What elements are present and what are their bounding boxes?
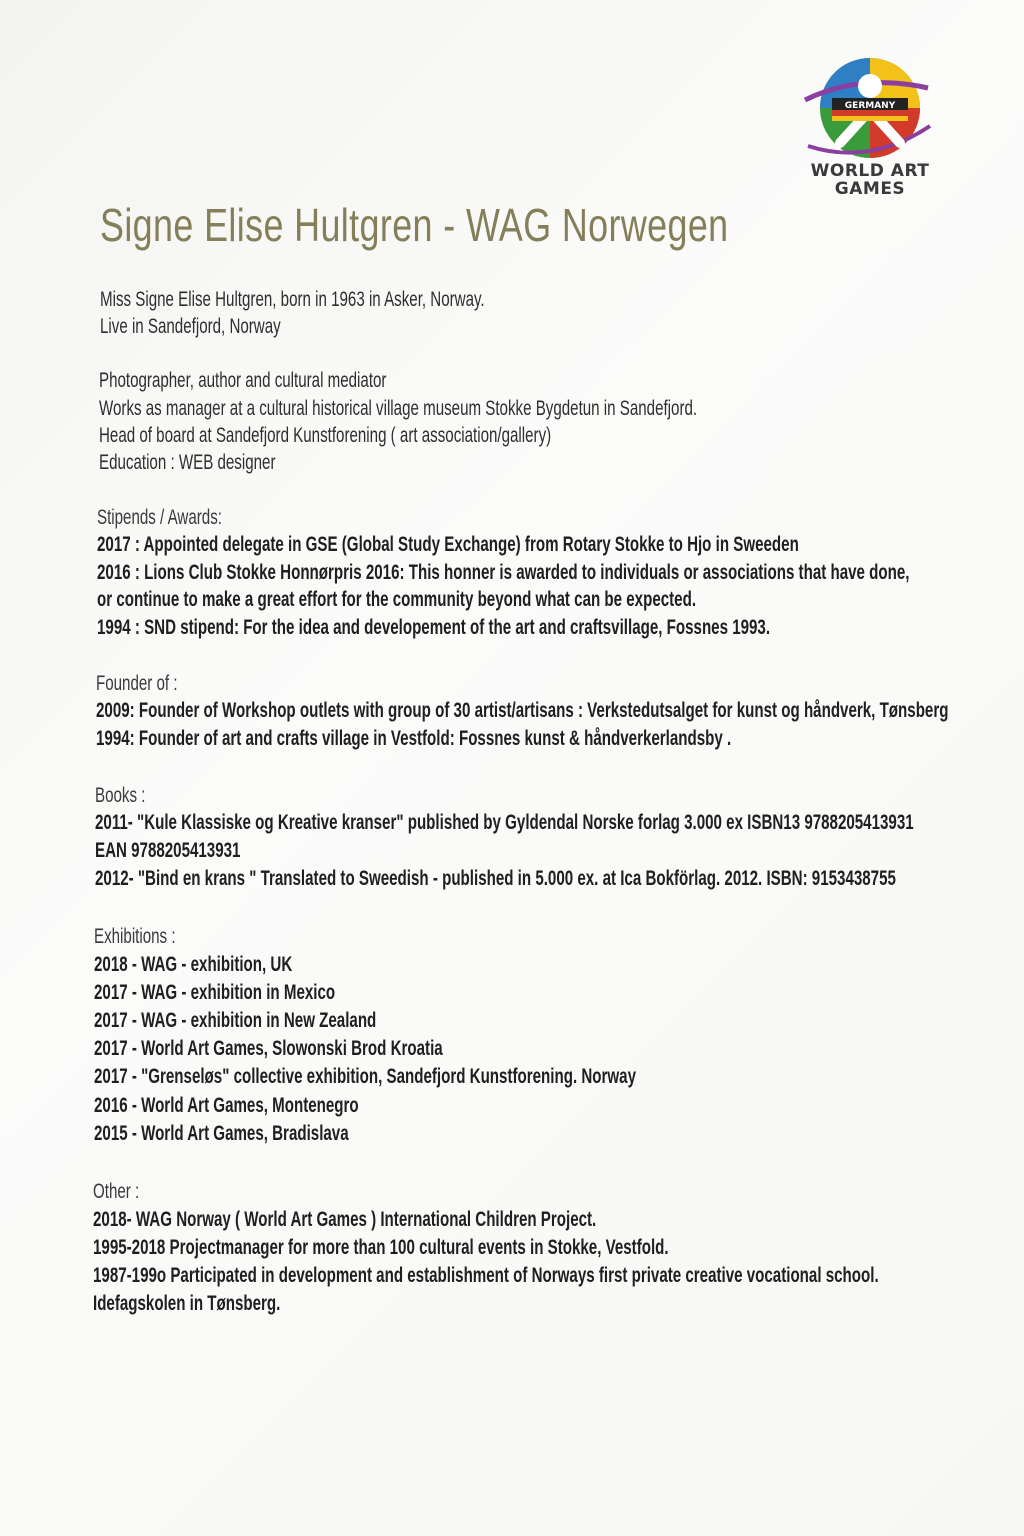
profession-line-2: Works as manager at a cultural historical village museum Stokke Bygdetun in Sandefjord. bbox=[99, 397, 698, 420]
intro-line-1: Miss Signe Elise Hultgren, born in 1963 in Asker, Norway. bbox=[100, 288, 485, 311]
exhibition-item: 2015 - World Art Games, Bradislava bbox=[94, 1122, 349, 1145]
award-item: or continue to make a great effort for the community beyond what can be expected. bbox=[97, 588, 697, 611]
awards-heading: Stipends / Awards: bbox=[97, 506, 222, 529]
exhibition-item: 2017 - World Art Games, Slowonski Brod Kroatia bbox=[94, 1037, 443, 1060]
book-item: EAN 9788205413931 bbox=[95, 839, 241, 862]
award-item: 2017 : Appointed delegate in GSE (Global Study Exchange) from Rotary Stokke to Hjo in Sweeden bbox=[97, 533, 799, 556]
profession-line-3: Head of board at Sandefjord Kunstforening ( art association/gallery) bbox=[99, 424, 552, 447]
logo-banner-text: GERMANY bbox=[844, 101, 896, 111]
book-item: 2012- "Bind en krans " Translated to Sweedish - published in 5.000 ex. at Ica Bokförlag. 2012. ISBN: 9153438755 bbox=[95, 867, 896, 890]
books-heading: Books : bbox=[95, 784, 146, 807]
award-item: 1994 : SND stipend: For the idea and developement of the art and craftsvillage, Fossnes 1993. bbox=[97, 616, 771, 639]
exhibition-item: 2017 - WAG - exhibition in Mexico bbox=[94, 981, 336, 1004]
founder-item: 2009: Founder of Workshop outlets with group of 30 artist/artisans : Verkstedutsalget for kunst og håndverk, Tønsberg bbox=[96, 699, 949, 722]
exhibition-item: 2016 - World Art Games, Montenegro bbox=[94, 1094, 359, 1117]
founder-heading: Founder of : bbox=[96, 672, 178, 695]
world-art-games-emblem bbox=[800, 48, 940, 168]
intro-line-2: Live in Sandefjord, Norway bbox=[100, 315, 281, 338]
other-item: 2018- WAG Norway ( World Art Games ) International Children Project. bbox=[93, 1208, 597, 1231]
other-item: 1987-199o Participated in development and establishment of Norways first private creative vocational school. bbox=[93, 1264, 879, 1287]
logo-line-2: GAMES bbox=[834, 179, 906, 199]
profession-line-1: Photographer, author and cultural mediator bbox=[99, 369, 387, 392]
other-heading: Other : bbox=[93, 1180, 140, 1203]
other-item: 1995-2018 Projectmanager for more than 100 cultural events in Stokke, Vestfold. bbox=[93, 1236, 669, 1259]
book-item: 2011- "Kule Klassiske og Kreative kranser" published by Gyldendal Norske forlag 3.000 ex ISBN13 9788205413931 bbox=[95, 811, 914, 834]
award-item: 2016 : Lions Club Stokke Honnørpris 2016: This honner is awarded to individuals or associations that have done, bbox=[97, 561, 910, 584]
page-title: Signe Elise Hultgren - WAG Norwegen bbox=[100, 199, 729, 251]
exhibition-item: 2017 - WAG - exhibition in New Zealand bbox=[94, 1009, 377, 1032]
logo-line-1: WORLD ART bbox=[810, 161, 930, 181]
exhibition-item: 2017 - "Grenseløs" collective exhibition, Sandefjord Kunstforening. Norway bbox=[94, 1065, 636, 1088]
other-item: Idefagskolen in Tønsberg. bbox=[93, 1292, 281, 1315]
exhibitions-heading: Exhibitions : bbox=[94, 925, 176, 948]
exhibition-item: 2018 - WAG - exhibition, UK bbox=[94, 953, 293, 976]
world-art-games-logo bbox=[800, 48, 940, 208]
profession-line-4: Education : WEB designer bbox=[99, 451, 276, 474]
founder-item: 1994: Founder of art and crafts village in Vestfold: Fossnes kunst & håndverkerlandsby . bbox=[96, 727, 732, 750]
